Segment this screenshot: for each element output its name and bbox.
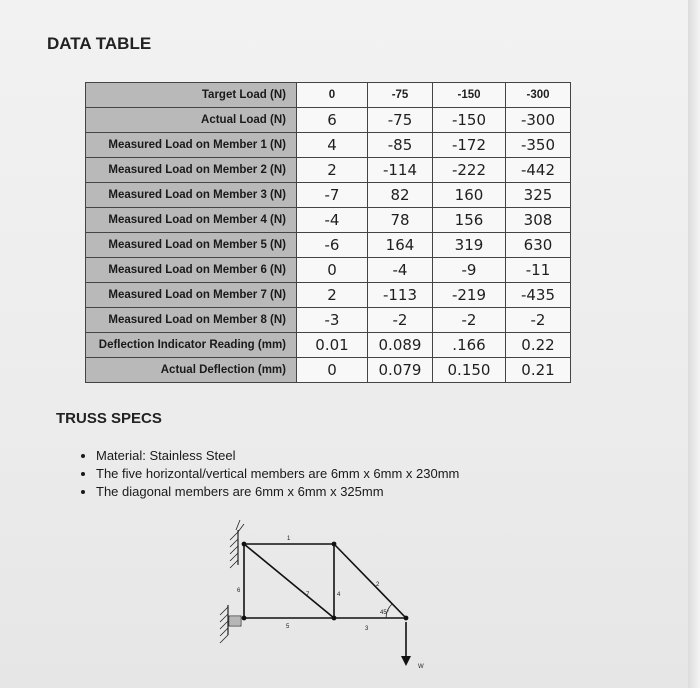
- table-cell: 6: [297, 108, 368, 133]
- member-label-4: 4: [337, 592, 341, 598]
- roller-support: [229, 616, 241, 626]
- table-cell: 160: [433, 183, 506, 208]
- table-cell: -4: [368, 258, 433, 283]
- table-cell: -219: [433, 283, 506, 308]
- table-cell: 156: [433, 208, 506, 233]
- table-cell: 0.21: [506, 358, 571, 383]
- table-cell: 2: [297, 283, 368, 308]
- table-cell: -113: [368, 283, 433, 308]
- table-cell: 82: [368, 183, 433, 208]
- table-cell: -75: [368, 108, 433, 133]
- row-label: Target Load (N): [86, 83, 297, 108]
- member-label-5: 5: [286, 624, 290, 630]
- table-cell: -300: [506, 83, 571, 108]
- table-cell: -85: [368, 133, 433, 158]
- table-cell: -300: [506, 108, 571, 133]
- table-cell: 164: [368, 233, 433, 258]
- member-7: [244, 544, 334, 618]
- data-table: [85, 82, 571, 383]
- bottom-wall-hatch: [220, 607, 228, 643]
- table-cell: 78: [368, 208, 433, 233]
- table-cell: 0.22: [506, 333, 571, 358]
- load-label: W: [418, 664, 424, 670]
- truss-members: [244, 544, 406, 618]
- table-cell: 4: [297, 133, 368, 158]
- spec-item: • Material: Stainless Steel: [96, 447, 459, 465]
- table-cell: 0.089: [368, 333, 433, 358]
- row-label: Measured Load on Member 3 (N): [86, 183, 297, 208]
- row-label: Measured Load on Member 1 (N): [86, 133, 297, 158]
- table-cell: 308: [506, 208, 571, 233]
- data-table-title: DATA TABLE: [47, 34, 152, 53]
- table-cell: -114: [368, 158, 433, 183]
- load-arrow-head: [401, 656, 411, 666]
- table-cell: -2: [506, 308, 571, 333]
- page-edge: [688, 0, 700, 688]
- table-cell: .166: [433, 333, 506, 358]
- table-cell: 319: [433, 233, 506, 258]
- table-cell: -2: [368, 308, 433, 333]
- row-label: Measured Load on Member 6 (N): [86, 258, 297, 283]
- table-cell: 0.079: [368, 358, 433, 383]
- member-label-6: 6: [237, 588, 241, 594]
- truss-joints: [242, 542, 409, 621]
- table-row: [86, 208, 571, 233]
- truss-specs-title: TRUSS SPECS: [56, 410, 162, 427]
- table-cell: 0.01: [297, 333, 368, 358]
- table-row: [86, 308, 571, 333]
- table-row: [86, 108, 571, 133]
- table-cell: -3: [297, 308, 368, 333]
- table-cell: -150: [433, 83, 506, 108]
- row-label: Measured Load on Member 7 (N): [86, 283, 297, 308]
- table-row: [86, 233, 571, 258]
- member-label-1: 1: [287, 536, 291, 542]
- row-label: Measured Load on Member 4 (N): [86, 208, 297, 233]
- table-row: [86, 183, 571, 208]
- table-cell: -435: [506, 283, 571, 308]
- table-cell: -442: [506, 158, 571, 183]
- row-label: Deflection Indicator Reading (mm): [86, 333, 297, 358]
- table-cell: 2: [297, 158, 368, 183]
- table-cell: -2: [433, 308, 506, 333]
- table-cell: 0: [297, 358, 368, 383]
- table-cell: -4: [297, 208, 368, 233]
- table-row: [86, 283, 571, 308]
- row-label: Actual Load (N): [86, 108, 297, 133]
- table-cell: -75: [368, 83, 433, 108]
- table-cell: 630: [506, 233, 571, 258]
- spec-item: • The diagonal members are 6mm x 6mm x 325mm: [96, 483, 459, 501]
- member-label-3: 3: [365, 626, 369, 632]
- table-cell: -222: [433, 158, 506, 183]
- table-cell: -172: [433, 133, 506, 158]
- table-row: [86, 358, 571, 383]
- truss-specs-list: [70, 447, 459, 501]
- row-label: Measured Load on Member 5 (N): [86, 233, 297, 258]
- table-row: [86, 133, 571, 158]
- table-row: [86, 333, 571, 358]
- table-cell: 0.150: [433, 358, 506, 383]
- member-label-7: 7: [306, 592, 310, 598]
- table-header-row: [86, 83, 571, 108]
- member-label-2: 2: [376, 582, 380, 588]
- table-row: [86, 258, 571, 283]
- table-row: [86, 158, 571, 183]
- member-2: [334, 544, 406, 618]
- table-cell: -6: [297, 233, 368, 258]
- table-cell: -9: [433, 258, 506, 283]
- table-cell: -11: [506, 258, 571, 283]
- row-label: Measured Load on Member 2 (N): [86, 158, 297, 183]
- table-cell: 325: [506, 183, 571, 208]
- row-label: Measured Load on Member 8 (N): [86, 308, 297, 333]
- table-cell: -150: [433, 108, 506, 133]
- table-cell: -350: [506, 133, 571, 158]
- spec-item: • The five horizontal/vertical members are 6mm x 6mm x 230mm: [96, 465, 459, 483]
- row-label: Actual Deflection (mm): [86, 358, 297, 383]
- truss-diagram: [200, 510, 440, 680]
- table-cell: 0: [297, 83, 368, 108]
- table-cell: 0: [297, 258, 368, 283]
- angle-label: 45°: [380, 610, 390, 616]
- table-cell: -7: [297, 183, 368, 208]
